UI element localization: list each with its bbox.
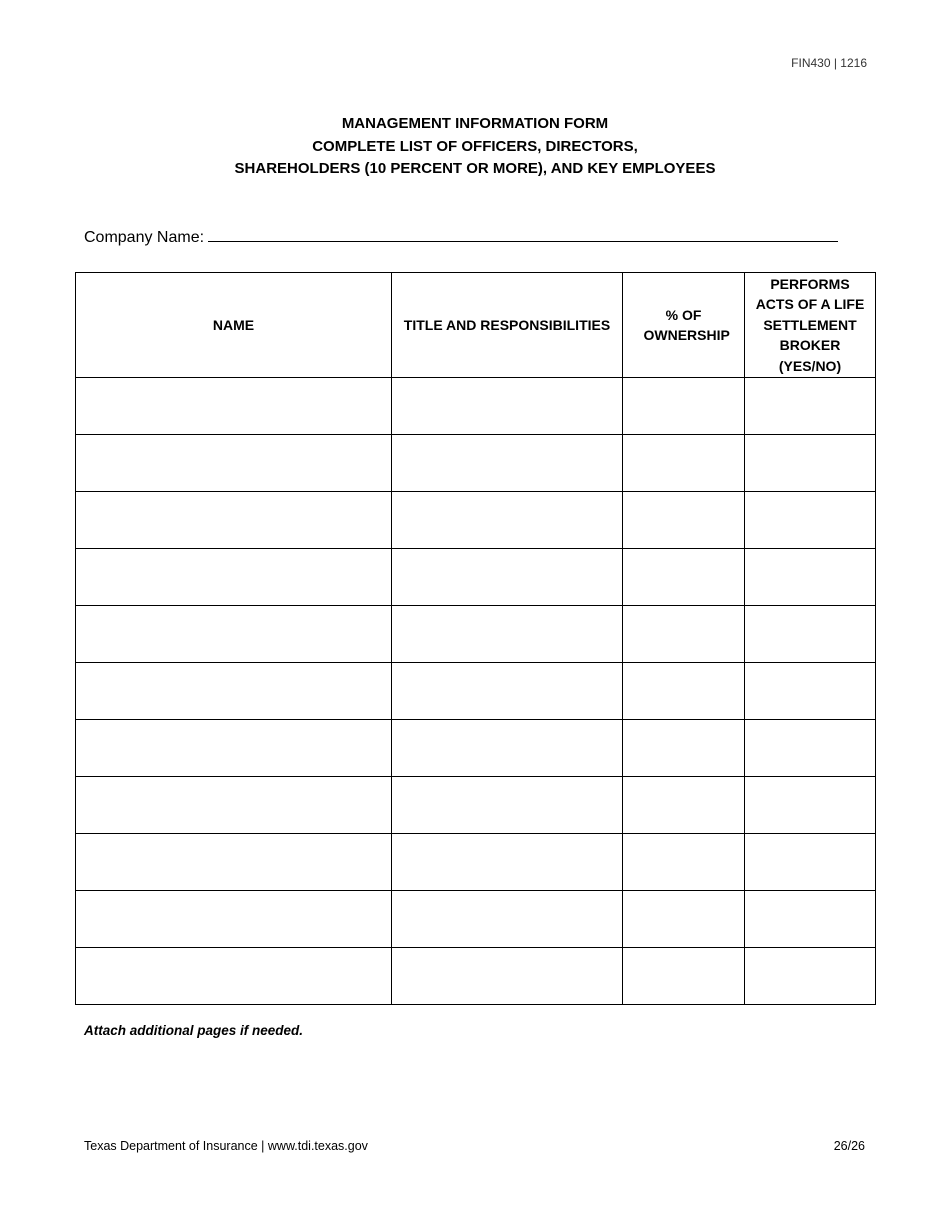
cell-title[interactable] [392, 720, 623, 777]
cell-name[interactable] [76, 549, 392, 606]
footer-agency: Texas Department of Insurance | www.tdi.texas.gov [84, 1139, 368, 1153]
table-row [76, 777, 876, 834]
table-header-row [76, 273, 876, 378]
cell-broker[interactable] [745, 492, 876, 549]
footer-page-number: 26/26 [833, 1139, 865, 1153]
column-header-ownership: % OF OWNERSHIP [623, 273, 745, 378]
table-row [76, 720, 876, 777]
cell-name[interactable] [76, 435, 392, 492]
cell-ownership[interactable] [623, 492, 745, 549]
cell-title[interactable] [392, 378, 623, 435]
form-title [0, 113, 950, 181]
cell-ownership[interactable] [623, 720, 745, 777]
cell-ownership[interactable] [623, 834, 745, 891]
table-row [76, 948, 876, 1005]
cell-name[interactable] [76, 606, 392, 663]
title-line-2: COMPLETE LIST OF OFFICERS, DIRECTORS, [312, 137, 638, 155]
column-header-title: TITLE AND RESPONSIBILITIES [392, 273, 623, 378]
cell-ownership[interactable] [623, 891, 745, 948]
cell-title[interactable] [392, 435, 623, 492]
table-row [76, 435, 876, 492]
cell-name[interactable] [76, 891, 392, 948]
cell-ownership[interactable] [623, 663, 745, 720]
cell-broker[interactable] [745, 891, 876, 948]
cell-broker[interactable] [745, 663, 876, 720]
column-header-broker: PERFORMS ACTS OF A LIFE SETTLEMENT BROKER (YES/NO) [745, 273, 876, 378]
company-name-field[interactable] [208, 227, 838, 242]
cell-title[interactable] [392, 777, 623, 834]
cell-name[interactable] [76, 492, 392, 549]
cell-broker[interactable] [745, 720, 876, 777]
company-name-row [84, 227, 838, 247]
cell-broker[interactable] [745, 549, 876, 606]
cell-ownership[interactable] [623, 777, 745, 834]
cell-broker[interactable] [745, 948, 876, 1005]
cell-name[interactable] [76, 948, 392, 1005]
cell-title[interactable] [392, 492, 623, 549]
table-body [76, 378, 876, 1005]
cell-name[interactable] [76, 378, 392, 435]
table-row [76, 606, 876, 663]
table-row [76, 492, 876, 549]
attach-note: Attach additional pages if needed. [84, 1023, 304, 1038]
title-line-3: SHAREHOLDERS (10 PERCENT OR MORE), AND KEY EMPLOYEES [234, 160, 716, 177]
cell-ownership[interactable] [623, 378, 745, 435]
cell-ownership[interactable] [623, 549, 745, 606]
cell-name[interactable] [76, 720, 392, 777]
form-id: FIN430 | 1216 [791, 56, 867, 70]
cell-broker[interactable] [745, 378, 876, 435]
table-row [76, 891, 876, 948]
cell-name[interactable] [76, 834, 392, 891]
management-table [75, 272, 876, 1005]
cell-ownership[interactable] [623, 435, 745, 492]
table-row [76, 549, 876, 606]
table-row [76, 378, 876, 435]
cell-title[interactable] [392, 549, 623, 606]
table-row [76, 834, 876, 891]
cell-broker[interactable] [745, 777, 876, 834]
cell-name[interactable] [76, 777, 392, 834]
cell-title[interactable] [392, 606, 623, 663]
column-header-name: NAME [76, 273, 392, 378]
cell-ownership[interactable] [623, 948, 745, 1005]
cell-title[interactable] [392, 948, 623, 1005]
title-line-1: MANAGEMENT INFORMATION FORM [341, 115, 609, 132]
table-row [76, 663, 876, 720]
cell-broker[interactable] [745, 435, 876, 492]
cell-title[interactable] [392, 891, 623, 948]
cell-broker[interactable] [745, 834, 876, 891]
cell-broker[interactable] [745, 606, 876, 663]
cell-name[interactable] [76, 663, 392, 720]
cell-title[interactable] [392, 663, 623, 720]
company-name-label: Company Name: [84, 229, 205, 246]
cell-title[interactable] [392, 834, 623, 891]
cell-ownership[interactable] [623, 606, 745, 663]
